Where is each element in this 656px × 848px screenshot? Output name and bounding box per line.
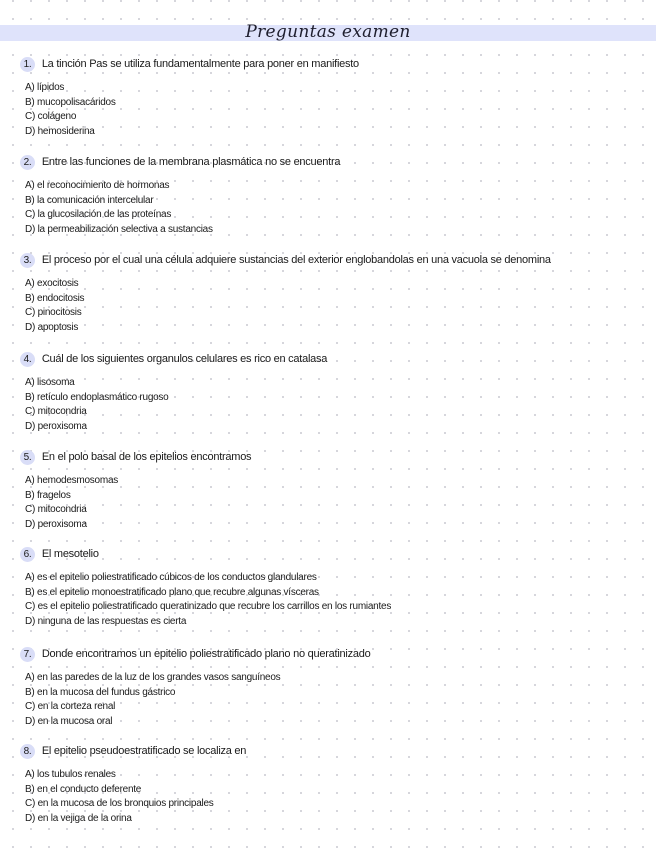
answer-options xyxy=(25,768,214,826)
answer-option: C) en la mucosa de los bronquios principales xyxy=(25,798,214,809)
question-text: El proceso por el cual una célula adquiere sustancias del exterior englobandolas en una vacuola se denomina xyxy=(41,254,551,266)
answer-option: D) peroxisoma xyxy=(25,518,87,530)
question-number: 2. xyxy=(20,155,35,170)
question-text: Donde encontramos un epitelio poliestratificado plano no queratinizado xyxy=(41,648,371,660)
question-number: 8. xyxy=(20,744,35,759)
answer-option: B) es el epitelio monoestratificado plano que recubre algunas vísceras xyxy=(25,586,319,598)
answer-option: B) retículo endoplasmático rugoso xyxy=(25,391,169,403)
answer-option: C) mitocondria xyxy=(25,504,87,515)
answer-option: D) hemosiderina xyxy=(25,125,95,137)
question-number: 5. xyxy=(20,450,35,465)
question-number: 3. xyxy=(20,253,35,268)
answer-option: D) en la mucosa oral xyxy=(25,715,113,727)
question-number: 7. xyxy=(20,647,35,662)
answer-option: B) endocitosis xyxy=(25,292,85,304)
question-8 xyxy=(20,743,640,824)
question-header xyxy=(20,449,640,465)
question-header xyxy=(20,546,640,562)
question-text: La tinción Pas se utiliza fundamentalmente para poner en manifiesto xyxy=(41,58,359,70)
answer-option: D) apoptosis xyxy=(25,321,79,333)
question-4 xyxy=(20,351,640,432)
answer-option: A) en las paredes de la luz de los grandes vasos sanguíneos xyxy=(25,672,281,683)
question-header xyxy=(20,646,640,662)
question-number: 4. xyxy=(20,352,35,367)
answer-option: C) la glucosilación de las proteínas xyxy=(25,209,172,220)
question-header xyxy=(20,743,640,759)
answer-option: D) ninguna de las respuestas es cierta xyxy=(25,615,187,627)
answer-option: D) en la vejiga de la orina xyxy=(25,812,132,824)
answer-option: A) lípidos xyxy=(25,82,65,93)
question-header xyxy=(20,252,640,268)
question-5 xyxy=(20,449,640,530)
question-2 xyxy=(20,154,640,235)
answer-options xyxy=(25,81,116,139)
answer-options xyxy=(25,376,169,434)
answer-options xyxy=(25,571,391,629)
answer-option: B) la comunicación intercelular xyxy=(25,194,154,206)
answer-option: B) mucopolisacáridos xyxy=(25,96,116,108)
answer-option: D) la permeabilización selectiva a sustancias xyxy=(25,223,213,235)
question-text: El epitelio pseudoestratificado se localiza en xyxy=(41,745,247,757)
answer-options xyxy=(25,474,118,532)
answer-option: B) en el conducto deferente xyxy=(25,783,142,795)
answer-option: A) los tubulos renales xyxy=(25,769,116,780)
answer-options xyxy=(25,277,84,335)
answer-option: A) el reconocimiento de hormonas xyxy=(25,180,170,191)
answer-option: B) en la mucosa del fundus gástrico xyxy=(25,686,176,698)
answer-option: B) fragelos xyxy=(25,489,71,501)
page-title: Preguntas examen xyxy=(245,22,411,42)
question-6 xyxy=(20,546,640,627)
answer-options xyxy=(25,671,280,729)
question-number: 6. xyxy=(20,547,35,562)
answer-option: A) lisosoma xyxy=(25,377,75,388)
question-7 xyxy=(20,646,640,727)
answer-option: C) colágeno xyxy=(25,111,77,122)
answer-option: A) hemodesmosomas xyxy=(25,475,119,486)
answer-option: A) exocitosis xyxy=(25,278,79,289)
answer-option: C) es el epitelio poliestratificado queratinizado que recubre los carrillos en los rumiantes xyxy=(25,601,392,612)
question-3 xyxy=(20,252,640,333)
question-header xyxy=(20,351,640,367)
answer-option: A) es el epitelio poliestratificado cúbicos de los conductos glandulares xyxy=(25,572,317,583)
question-header xyxy=(20,154,640,170)
question-text: Cuál de los siguientes organulos celulares es rico en catalasa xyxy=(41,353,328,365)
answer-option: C) mitocondria xyxy=(25,406,87,417)
question-1 xyxy=(20,56,640,137)
answer-option: C) en la corteza renal xyxy=(25,701,116,712)
question-text: El mesotelio xyxy=(41,548,99,560)
answer-option: C) pinocitosis xyxy=(25,307,82,318)
question-text: En el polo basal de los epitelios encontramos xyxy=(41,451,252,463)
answer-options xyxy=(25,179,213,237)
question-header xyxy=(20,56,640,72)
question-text: Entre las funciones de la membrana plasmática no se encuentra xyxy=(41,156,341,168)
answer-option: D) peroxisoma xyxy=(25,420,87,432)
question-number: 1. xyxy=(20,57,35,72)
